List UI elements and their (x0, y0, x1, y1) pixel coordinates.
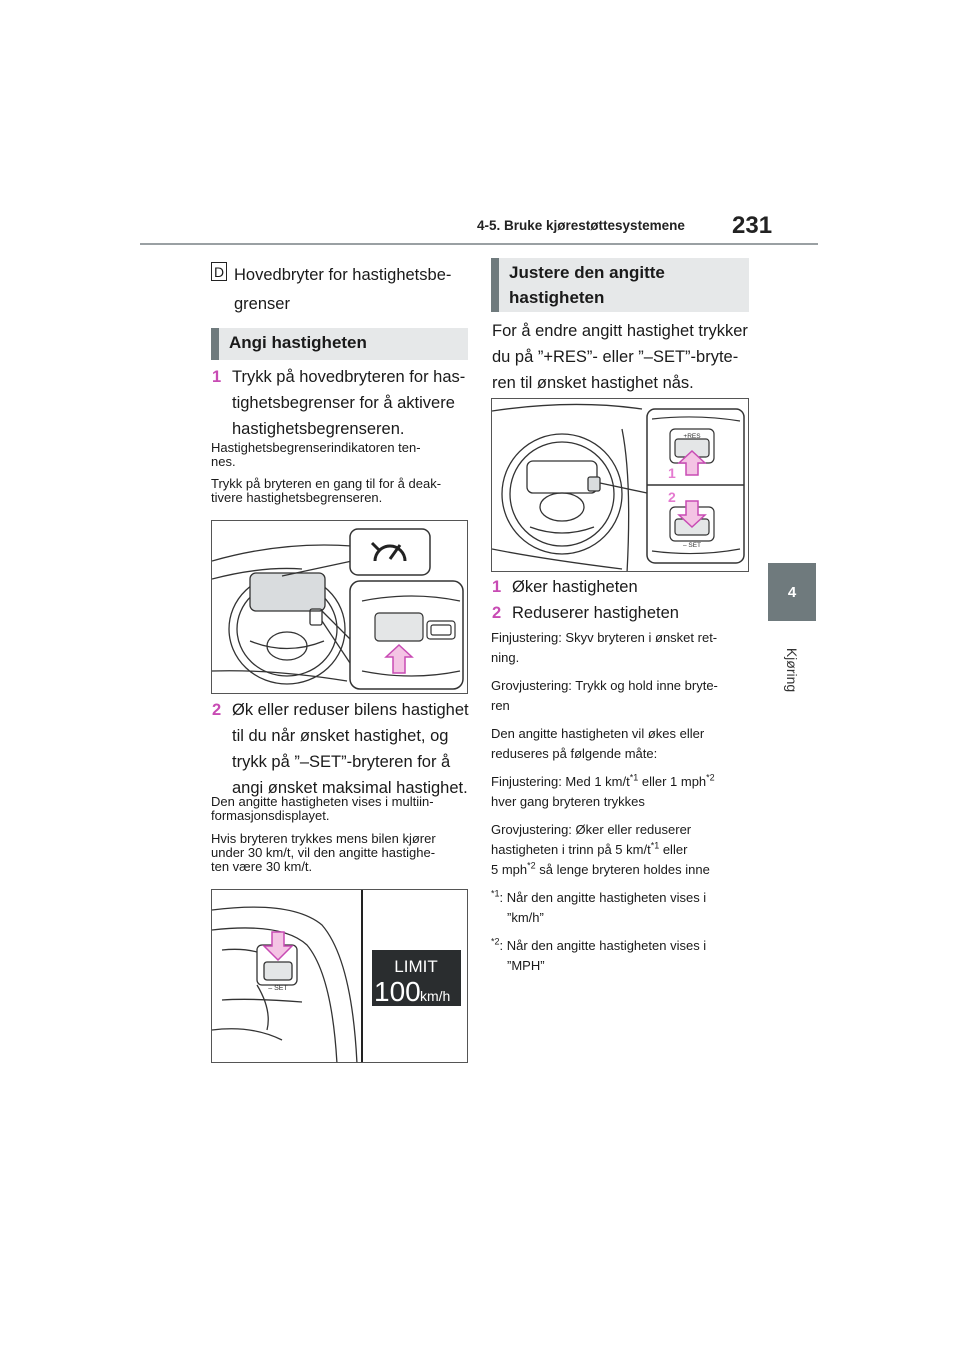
fine2-text2: eller 1 mph (638, 774, 707, 789)
coarse2-line2 (491, 840, 756, 860)
figure-set-switch-illustration (212, 890, 468, 1063)
fine2-sup1: *1 (629, 772, 639, 783)
footnote-2-line1: : Når den angitte hastigheten vises i (499, 938, 707, 953)
footnote-1 (491, 888, 756, 928)
list-item-text: Øker hastigheten (512, 578, 638, 596)
figure-main-switch-illustration (212, 521, 468, 694)
note-indicator-line2: nes. (211, 454, 236, 469)
step-1-line2: tighetsbegrenser for å aktivere (232, 394, 455, 412)
callout-d-marker: D (211, 262, 227, 281)
note-deactivate (211, 477, 471, 505)
step-1-number: 1 (212, 368, 222, 386)
footnote-2-line2: ”MPH” (507, 958, 545, 973)
figure-res-set-illustration (492, 399, 749, 572)
item-d-line2: grenser (234, 295, 290, 313)
heading-adjust-line2: hastigheten (509, 288, 605, 307)
fig3-callout-1: 1 (668, 465, 676, 481)
fig2-limit-value: 100 (374, 976, 421, 1007)
chapter-tab[interactable]: 4 (768, 563, 816, 621)
list-item (492, 574, 752, 600)
fig3-callout-2: 2 (668, 489, 676, 505)
adjust-intro-line2: du på ”+RES”- eller ”–SET”-bryte- (492, 348, 739, 366)
coarse-line1: Grovjustering: Trykk og hold inne bryte- (491, 678, 718, 693)
coarse-line2: ren (491, 698, 510, 713)
adjust-intro-line3: ren til ønsket hastighet nås. (492, 374, 694, 392)
list-item-text: Reduserer hastigheten (512, 604, 679, 622)
coarse2-text1: hastigheten i trinn på 5 km/t (491, 842, 651, 857)
heading-adjust-line1: Justere den angitte (509, 263, 665, 282)
step-1-line3: hastighetsbegrenseren. (232, 420, 405, 438)
step-2-line3: trykk på ”–SET”-bryteren for å (232, 753, 451, 771)
footnote-1-line1: : Når den angitte hastigheten vises i (499, 890, 707, 905)
footnote-2 (491, 936, 756, 976)
adjust-intro-line1: For å endre angitt hastighet trykker (492, 322, 748, 340)
adjust-list (492, 574, 752, 626)
adjust-intro (492, 318, 757, 396)
list-item (492, 600, 752, 626)
section-title: 4-5. Bruke kjørestøttesystemene (477, 218, 685, 233)
coarse2-line1: Grovjustering: Øker eller reduserer (491, 822, 692, 837)
note-min-speed-line1: Hvis bryteren trykkes mens bilen kjører (211, 831, 436, 846)
adjust-line2: reduseres på følgende måte: (491, 746, 658, 761)
coarse2-sup1: *1 (650, 840, 660, 851)
figure-main-switch (211, 520, 468, 694)
footnote-2-mark: *2 (491, 936, 500, 947)
note-display-line1: Den angitte hastigheten vises i multiin- (211, 794, 434, 809)
coarse2-line3 (491, 860, 756, 880)
adjust-line1: Den angitte hastigheten vil økes eller (491, 726, 705, 741)
note-indicator (211, 441, 471, 469)
footnote-1-mark: *1 (491, 888, 500, 899)
coarse2-text2: eller (659, 842, 688, 857)
adjust-notes (491, 628, 756, 976)
note-min-speed-line3: ten være 30 km/t. (211, 859, 313, 874)
note-deactivate-line2: tivere hastighetsbegrenseren. (211, 490, 383, 505)
step-1-line1: Trykk på hovedbryteren for has- (232, 368, 466, 386)
step-2-line4: angi ønsket maksimal hastighet. (232, 779, 468, 797)
fig3-set-label: – SET (682, 542, 702, 549)
step-2-line2: til du når ønsket hastighet, og (232, 727, 449, 745)
figure-res-set-switch (491, 398, 749, 572)
chapter-label (770, 630, 814, 710)
list-item-number: 1 (492, 578, 502, 596)
step-1 (212, 364, 472, 442)
fine2-sup2: *2 (706, 772, 715, 783)
fine2-text1: Finjustering: Med 1 km/t (491, 774, 630, 789)
fine2-line2: hver gang bryteren trykkes (491, 794, 645, 809)
step-2-line1: Øk eller reduser bilens hastighet (232, 701, 469, 719)
fig2-set-label: – SET (268, 985, 288, 992)
fine-line1: Finjustering: Skyv bryteren i ønsket ret- (491, 630, 718, 645)
list-item-number: 2 (492, 604, 502, 622)
heading-set-speed: Angi hastigheten (211, 328, 468, 360)
note-display (211, 795, 473, 823)
fig2-limit-label: LIMIT (394, 957, 438, 976)
coarse2-text4: så lenge bryteren holdes inne (535, 862, 710, 877)
chapter-label-text: Kjøring (784, 647, 801, 693)
item-d-text (234, 262, 451, 317)
header-divider (140, 243, 818, 245)
page-number: 231 (732, 212, 773, 239)
fine-line2: ning. (491, 650, 520, 665)
figure-set-switch (211, 889, 468, 1063)
note-deactivate-line1: Trykk på bryteren en gang til for å deak- (211, 476, 442, 491)
coarse2-sup2: *2 (527, 860, 536, 871)
step-2-number: 2 (212, 701, 222, 719)
coarse2-text3: 5 mph (491, 862, 528, 877)
note-indicator-line1: Hastighetsbegrenserindikatoren ten- (211, 440, 421, 455)
fig3-res-label: +RES (683, 433, 701, 440)
fine2-line1 (491, 772, 756, 792)
step-2 (212, 697, 474, 801)
note-display-line2: formasjonsdisplayet. (211, 808, 330, 823)
footnote-1-line2: ”km/h” (507, 910, 544, 925)
note-min-speed-line2: under 30 km/t, vil den angitte hastighe- (211, 845, 436, 860)
item-d-line1: Hovedbryter for hastighetsbe- (234, 266, 452, 284)
heading-adjust-speed (491, 258, 749, 312)
note-min-speed (211, 832, 473, 874)
fig2-limit-unit: km/h (420, 988, 451, 1004)
